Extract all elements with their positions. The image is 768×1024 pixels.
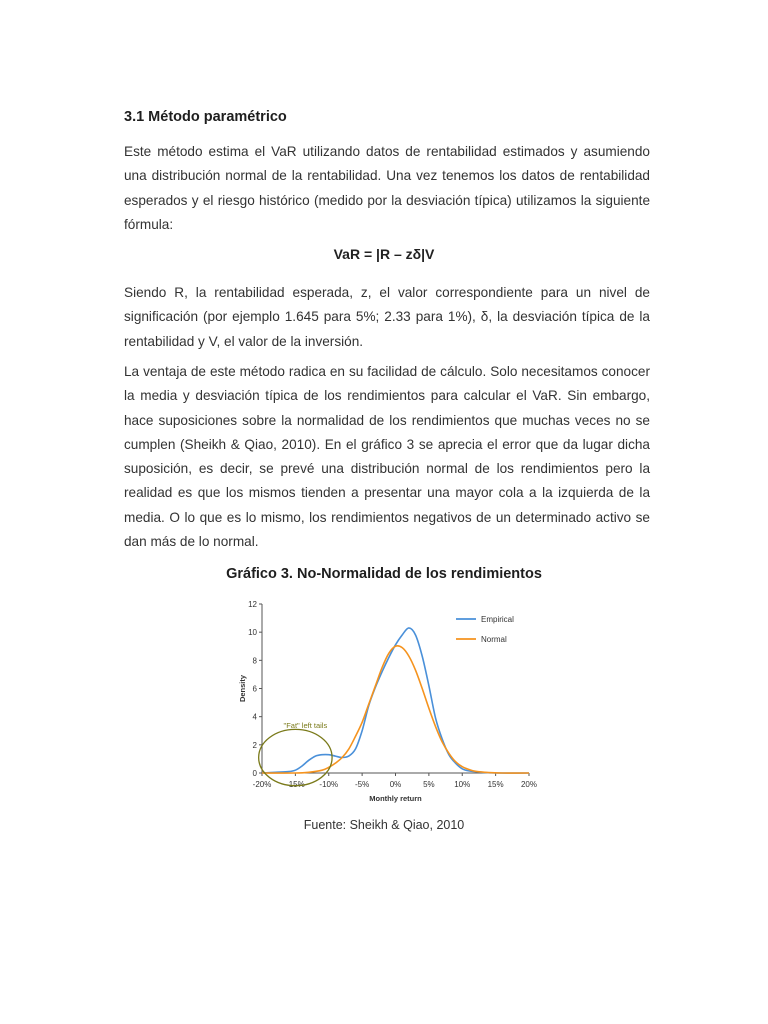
figure-title: Gráfico 3. No-Normalidad de los rendimientos <box>226 566 542 582</box>
y-tick-label: 0 <box>252 769 257 778</box>
y-tick-label: 8 <box>252 656 257 666</box>
series-line-empirical <box>262 628 529 773</box>
series-line-normal <box>262 646 529 773</box>
x-tick-label: 20% <box>520 780 538 789</box>
y-axis-label: Density <box>238 674 247 703</box>
x-tick-label: -5% <box>355 780 370 789</box>
legend-label-empirical: Empirical <box>481 615 514 624</box>
density-chart-svg <box>232 592 552 812</box>
density-chart <box>232 592 552 812</box>
y-tick-label: 2 <box>252 740 257 750</box>
x-axis-label: Monthly return <box>369 794 422 803</box>
fat-tail-annotation: "Fat" left tails <box>283 720 328 730</box>
x-tick-label: 10% <box>454 780 471 789</box>
figure-source-text: Fuente: Sheikh & Qiao, 2010 <box>303 818 465 832</box>
x-tick-label: 5% <box>423 780 435 789</box>
fat-tail-ellipse <box>259 729 332 785</box>
formula-rhs: |R – zδ|V <box>376 246 435 262</box>
figure-source <box>0 818 768 832</box>
x-tick-label: -10% <box>319 780 339 789</box>
formula-lhs: VaR = <box>333 246 377 262</box>
legend-label-normal: Normal <box>481 635 507 644</box>
paragraph-advantages: La ventaja de este método radica en su facilidad de cálculo. Solo necesitamos conocer la media y desviación típica de los rendimientos para calcular el VaR. Sin embargo, hace suposiciones sobre la normalidad de los rendimientos que muchas veces no se cumplen (Sheikh & Qiao, 2010). En el gráfico 3 se aprecia el error que da lugar dicha suposición, es decir, se prevé una distribución normal de los rendimientos pero la realidad es que los mismos tienden a presentar una mayor cola a la izquierda de la media. O lo que es lo mismo, los rendimientos negativos de un determinado activo se dan más de lo normal. <box>124 364 650 550</box>
x-tick-label: 0% <box>389 780 402 789</box>
paragraph-intro: Este método estima el VaR utilizando datos de rentabilidad estimados y asumiendo una distribución normal de la rentabilidad. Una vez tenemos los datos de rentabilidad esperados y el riesgo histórico (medido por la desviación típica) utilizamos la siguiente fórmula: <box>124 144 650 232</box>
paragraph-definitions: Siendo R, la rentabilidad esperada, z, el valor correspondiente para un nivel de significación (por ejemplo 1.645 para 5%; 2.33 para 1%), δ, la desviación típica de la rentabilidad y V, el valor de la inversión. <box>124 285 650 349</box>
y-tick-label: 12 <box>248 600 257 609</box>
x-tick-label: -15% <box>286 780 305 789</box>
x-tick-label: 15% <box>487 780 504 789</box>
y-tick-label: 6 <box>252 684 257 694</box>
y-tick-label: 4 <box>252 712 257 722</box>
x-tick-label: -20% <box>252 780 272 789</box>
y-tick-label: 10 <box>248 628 257 638</box>
section-heading: 3.1 Método paramétrico <box>124 109 287 125</box>
var-formula <box>0 246 768 262</box>
